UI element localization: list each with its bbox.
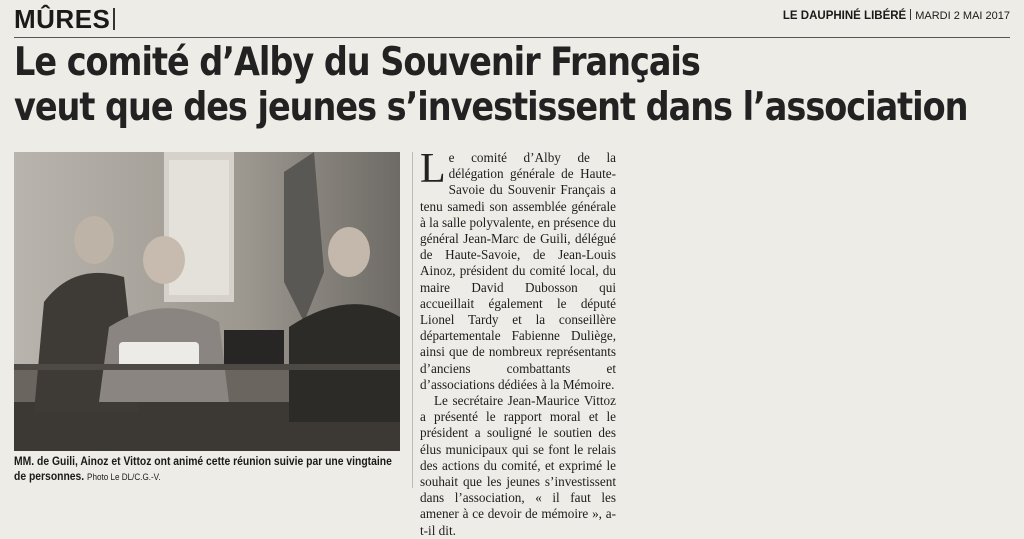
masthead-divider xyxy=(910,9,911,20)
column-rule xyxy=(412,152,413,488)
paragraph-intro xyxy=(420,146,616,393)
drop-cap: L xyxy=(420,146,446,192)
caption-text: MM. de Guili, Ainoz et Vittoz ont animé cette réunion suivie par une vingtaine de personnes. xyxy=(14,456,392,483)
headline-line-1: Le comité d’Alby du Souvenir Français xyxy=(14,40,700,85)
headline-line-2: veut que des jeunes s’investissent dans l’association xyxy=(14,85,968,130)
meeting-photo-illustration xyxy=(14,152,400,451)
newspaper-name: LE DAUPHINÉ LIBÉRÉ xyxy=(782,10,907,22)
article-column-1 xyxy=(420,146,616,539)
article-headline xyxy=(14,40,968,130)
masthead-line xyxy=(783,9,1010,22)
secretary-text: Le secrétaire Jean-Maurice Vittoz a présenté le rapport moral et le président a souligné le soutien des élus municipaux qui se font le relais des actions du comité, et exprimé le souhait que les jeunes s’investissent dans l’association, « il faut les amener à ce devoir de mémoire », a-t-il dit. xyxy=(420,393,616,538)
section-rubric: MÛRES xyxy=(14,4,111,34)
photo-credit: Photo Le DL/C.G.-V. xyxy=(87,472,161,482)
paragraph-secretary xyxy=(420,393,616,539)
rubric-divider xyxy=(113,8,115,30)
publication-date: MARDI 2 MAI 2017 xyxy=(915,10,1010,22)
photo-caption xyxy=(14,455,401,485)
header-rule xyxy=(14,37,1010,38)
article-photo xyxy=(14,152,400,451)
intro-text: e comité d’Alby de la délégation générale de Haute-Savoie du Souvenir Français a tenu samedi son assemblée générale à la salle polyvalente, en présence du général Jean-Marc de Guili, délégué de Haute-Savoie, de Jean-Louis Ainoz, président du comité local, du maire David Dubosson qui accueillait également le député Lionel Tardy et la conseillère départementale Fabienne Duliège, ainsi que de nombreux représentants d’anciens combattants et d’associations dédiées à la Mémoire. xyxy=(420,150,616,392)
